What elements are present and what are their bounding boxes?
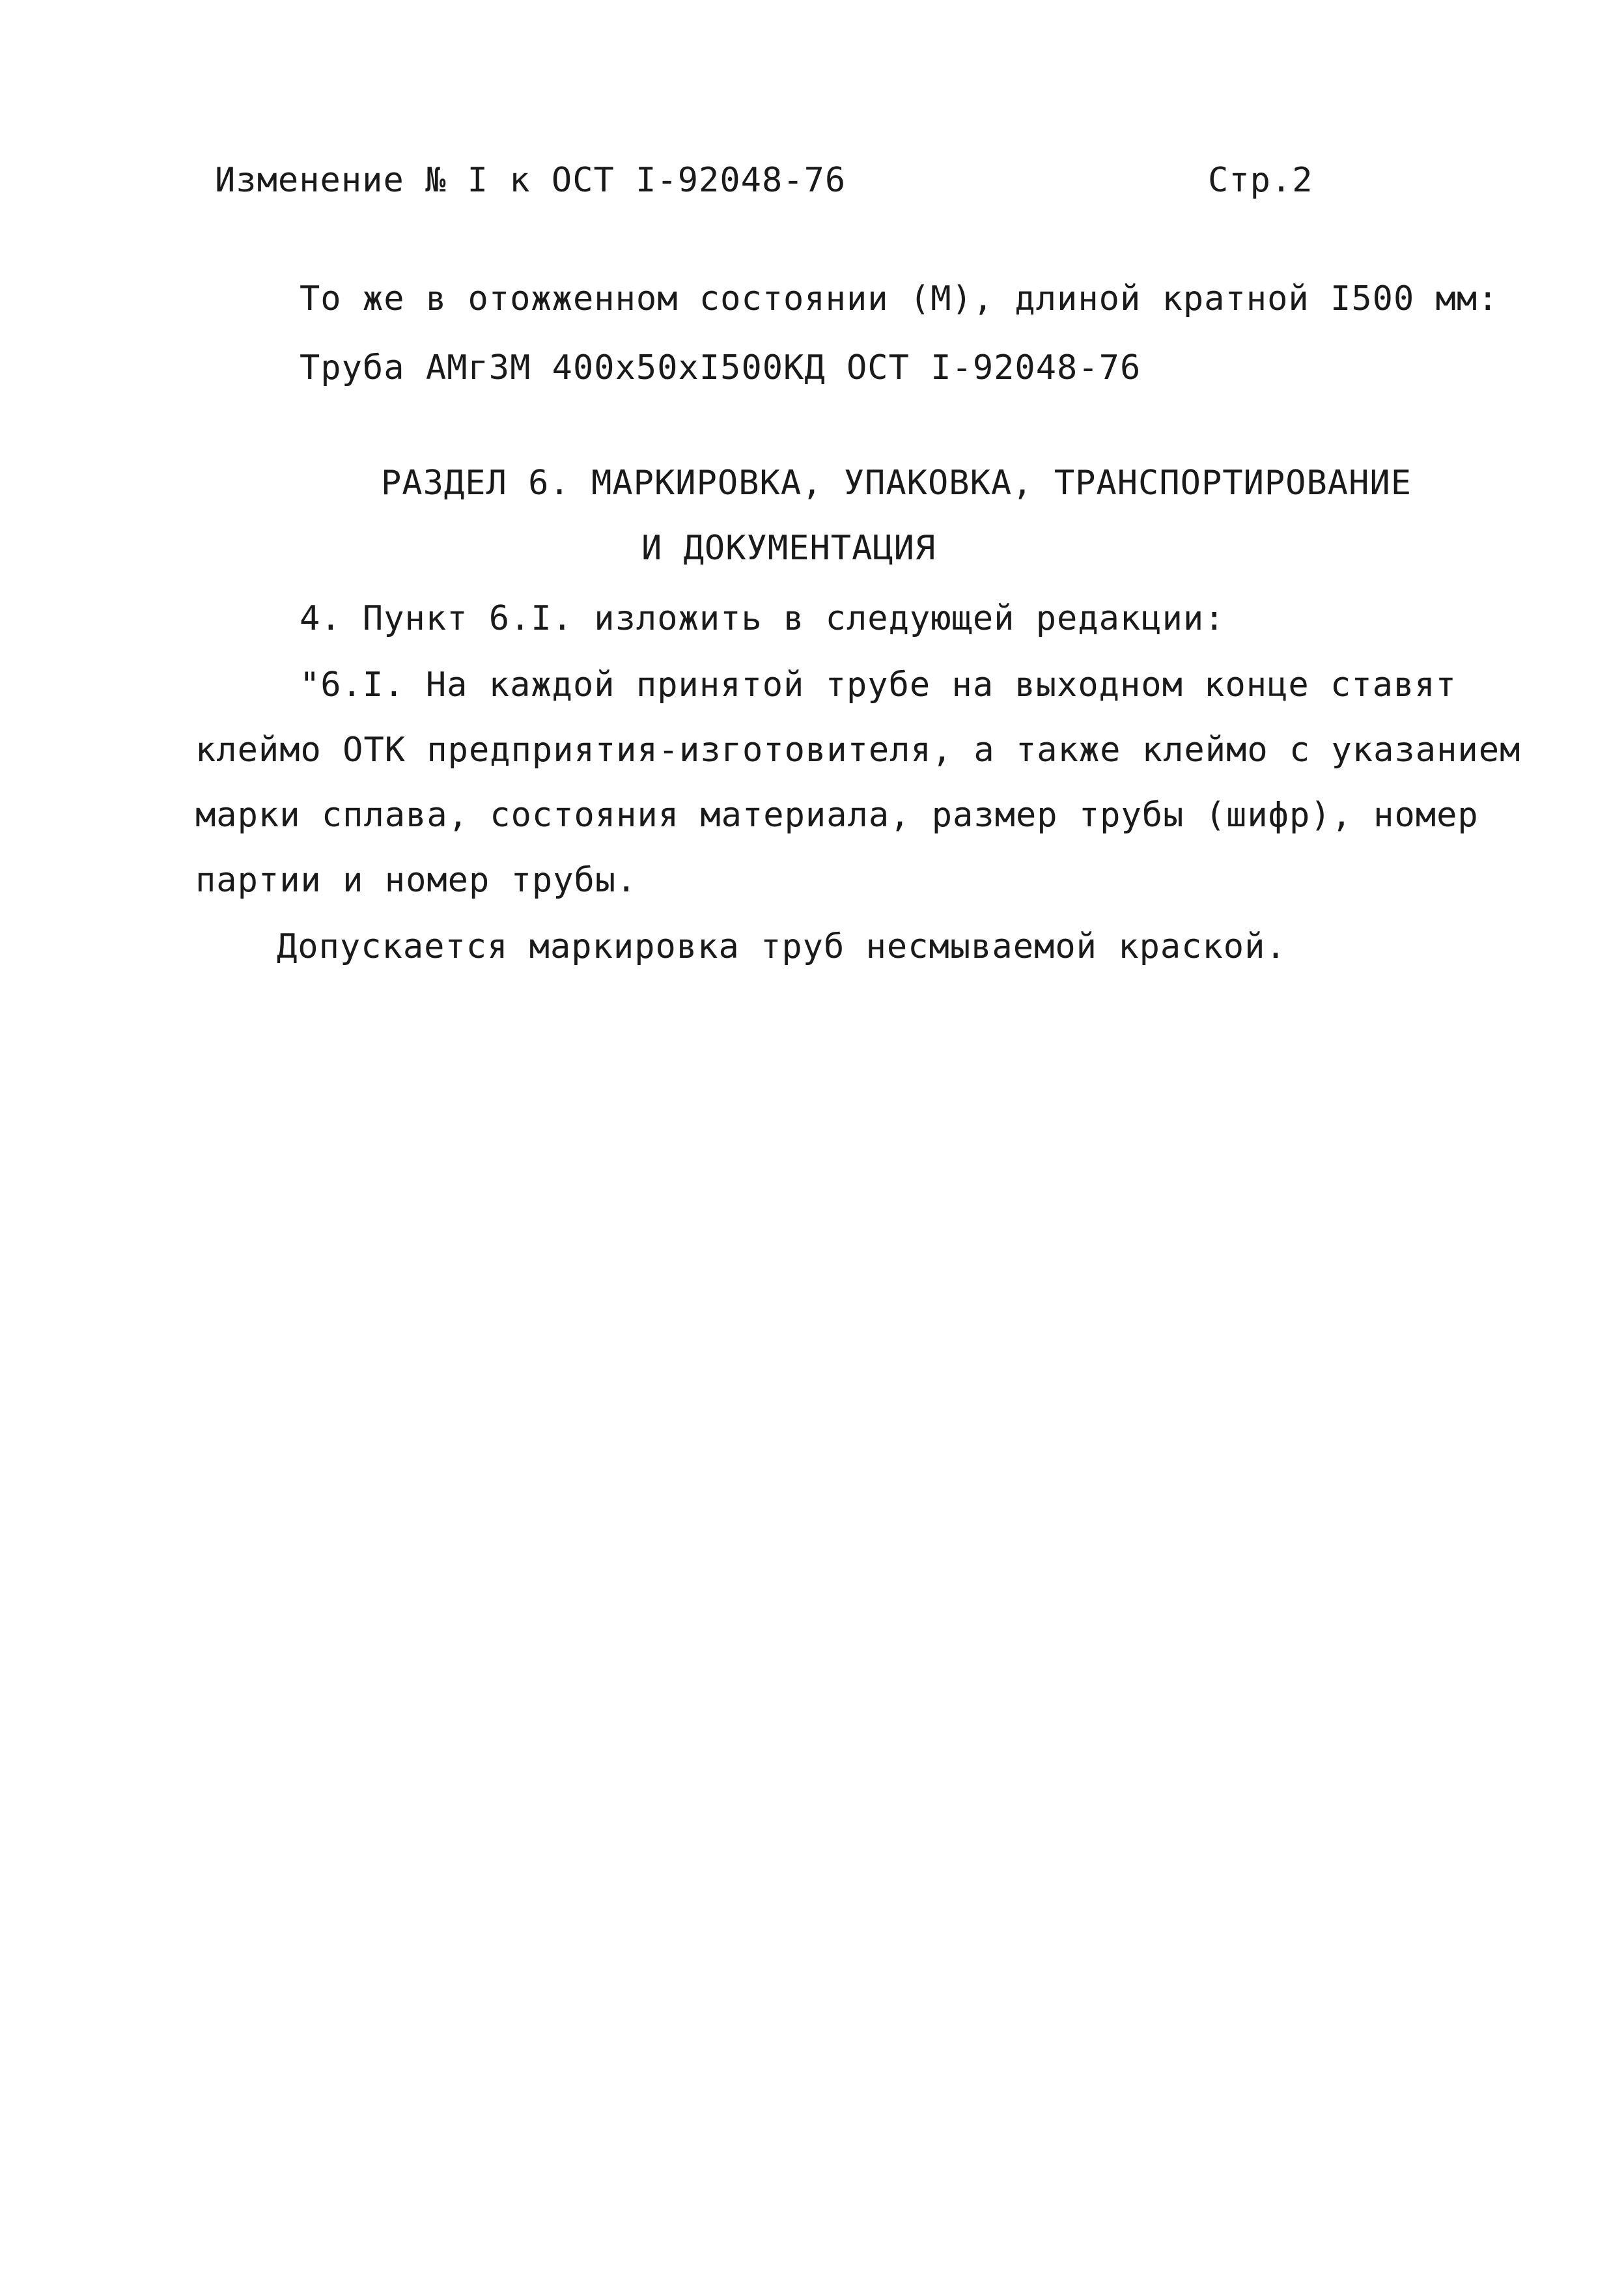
paragraph-line-1: "6.I. На каждой принятой трубе на выходном конце ставят	[300, 665, 1457, 705]
paragraph-line-3: марки сплава, состояния материала, размер трубы (шифр), номер	[195, 796, 1479, 835]
paragraph-line-2: клеймо ОТК предприятия-изготовителя, а также клеймо с указанием	[195, 731, 1521, 770]
document-header-title: Изменение № I к ОСТ I-92048-76	[215, 161, 847, 200]
section-heading-line-2: И ДОКУМЕНТАЦИЯ	[641, 529, 936, 568]
paragraph-line-5: Допускается маркировка труб несмываемой краской.	[277, 927, 1287, 966]
section-heading-line-1: РАЗДЕЛ 6. МАРКИРОВКА, УПАКОВКА, ТРАНСПОРТИРОВАНИЕ	[381, 464, 1412, 503]
page-number: Стр.2	[1208, 161, 1313, 200]
item-4-text: 4. Пункт 6.I. изложить в следующей редакции:	[300, 599, 1225, 638]
text-line-annealed: То же в отожженном состоянии (М), длиной кратной I500 мм:	[300, 279, 1499, 318]
paragraph-line-4: партии и номер трубы.	[195, 861, 637, 900]
text-line-designation: Труба АМг3М 400х50хI500КД ОСТ I-92048-76	[300, 348, 1141, 387]
